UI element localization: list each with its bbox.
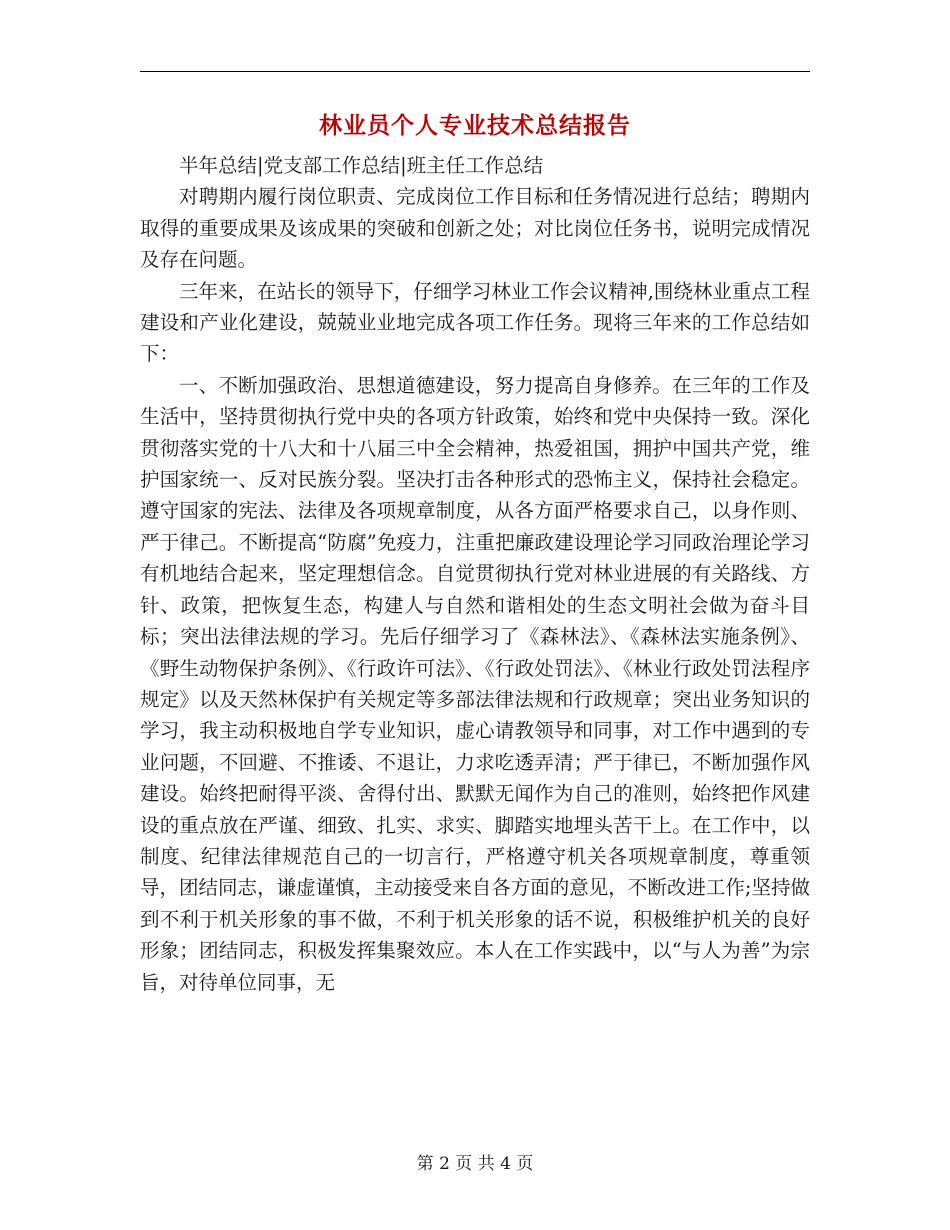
page-number-footer: 第 2 页 共 4 页	[416, 1154, 534, 1174]
paragraph-overview: 三年来，在站长的领导下，仔细学习林业工作会议精神,围绕林业重点工程建设和产业化建设，兢兢业业地完成各项工作任务。现将三年来的工作总结如下：	[140, 279, 810, 366]
document-title: 林业员个人专业技术总结报告	[319, 112, 631, 139]
document-body	[140, 150, 810, 998]
paragraph-categories: 半年总结|党支部工作总结|班主任工作总结	[179, 154, 544, 177]
paragraph-section-one: 一、不断加强政治、思想道德建设，努力提高自身修养。在三年的工作及生活中，坚持贯彻执行党中央的各项方针政策，始终和党中央保持一致。深化贯彻落实党的十八大和十八届三中全会精神，热爱祖国，拥护中国共产党，维护国家统一、反对民族分裂。坚决打击各种形式的恐怖主义，保持社会稳定。遵守国家的宪法、法律及各项规章制度，从各方面严格要求自己，以身作则、严于律己。不断提高“防腐”免疫力，注重把廉政建设理论学习同政治理论学习有机地结合起来，坚定理想信念。自觉贯彻执行党对林业进展的有关路线、方针、政策，把恢复生态，构建人与自然和谐相处的生态文明社会做为奋斗目标；突出法律法规的学习。先后仔细学习了《森林法》、《森林法实施条例》、《野生动物保护条例》、《行政许可法》、《行政处罚法》、《林业行政处罚法程序规定》以及天然林保护有关规定等多部法律法规和行政规章；突出业务知识的学习，我主动积极地自学专业知识，虚心请教领导和同事，对工作中遇到的专业问题，不回避、不推诿、不退让，力求吃透弄清；严于律已，不断加强作风建设。始终把耐得平淡、舍得付出、默默无闻作为自己的准则，始终把作风建设的重点放在严谨、细致、扎实、求实、脚踏实地埋头苦干上。在工作中，以制度、纪律法律规范自己的一切言行，严格遵守机关各项规章制度，尊重领导，团结同志，谦虚谨慎，主动接受来自各方面的意见，不断改进工作;坚持做到不利于机关形象的事不做，不利于机关形象的话不说，积极维护机关的良好形象；团结同志，积极发挥集聚效应。本人在工作实践中，以“与人为善”为宗旨，对待单位同事，无	[140, 373, 810, 994]
header-rule	[140, 71, 810, 72]
paragraph-intro: 对聘期内履行岗位职责、完成岗位工作目标和任务情况进行总结；聘期内取得的重要成果及该成果的突破和创新之处；对比岗位任务书，说明完成情况及存在问题。	[140, 185, 810, 272]
